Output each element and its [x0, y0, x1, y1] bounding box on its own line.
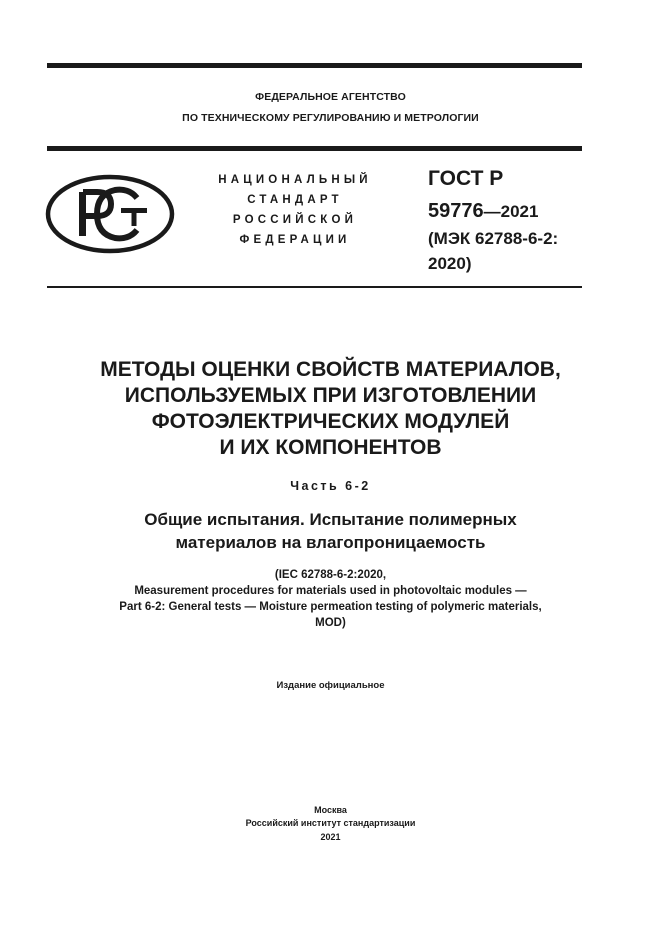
agency-line-2: ПО ТЕХНИЧЕСКОМУ РЕГУЛИРОВАНИЮ И МЕТРОЛОГИИ	[182, 112, 479, 124]
gost-designation: ГОСТ Р	[428, 167, 504, 190]
gost-number-value: 59776	[428, 200, 484, 222]
english-line-4: MOD)	[315, 617, 346, 629]
top-rule	[47, 63, 582, 68]
header-rule	[47, 146, 582, 151]
subtitle-line-2: материалов на влагопроницаемость	[175, 533, 486, 552]
english-line-3: Part 6-2: General tests — Moisture permeation testing of polymeric materials,	[119, 601, 542, 613]
gost-r-logo-icon	[45, 174, 175, 254]
gost-r-logo	[45, 174, 175, 254]
subtitle-line-1: Общие испытания. Испытание полимерных	[144, 510, 517, 529]
title-line-2: ИСПОЛЬЗУЕМЫХ ПРИ ИЗГОТОВЛЕНИИ	[124, 384, 537, 407]
national-standard-line-4: ФЕДЕРАЦИИ	[239, 234, 351, 246]
english-line-2: Measurement procedures for materials used in photovoltaic modules —	[134, 585, 527, 597]
publisher-institute: Российский институт стандартизации	[245, 818, 416, 828]
edition-label: Издание официальное	[276, 680, 385, 691]
national-standard-line-1: НАЦИОНАЛЬНЫЙ	[218, 174, 372, 186]
publisher-year: 2021	[320, 832, 341, 842]
title-line-4: И ИХ КОМПОНЕНТОВ	[219, 436, 442, 459]
gost-number	[428, 200, 538, 223]
publisher-city: Москва	[314, 805, 347, 815]
title-line-3: ФОТОЭЛЕКТРИЧЕСКИХ МОДУЛЕЙ	[151, 410, 510, 433]
part-number: Часть 6-2	[290, 479, 371, 493]
iec-reference-year: 2020)	[428, 254, 472, 273]
gost-year: —2021	[483, 202, 539, 221]
title-line-1: МЕТОДЫ ОЦЕНКИ СВОЙСТВ МАТЕРИАЛОВ,	[100, 358, 561, 381]
english-line-1: (IEC 62788-6-2:2020,	[274, 569, 387, 581]
national-standard-line-2: СТАНДАРТ	[247, 194, 343, 206]
national-standard-line-3: РОССИЙСКОЙ	[232, 214, 358, 226]
designation-rule	[47, 286, 582, 288]
agency-line-1: ФЕДЕРАЛЬНОЕ АГЕНТСТВО	[255, 91, 406, 103]
iec-reference: (МЭК 62788-6-2:	[428, 229, 559, 248]
